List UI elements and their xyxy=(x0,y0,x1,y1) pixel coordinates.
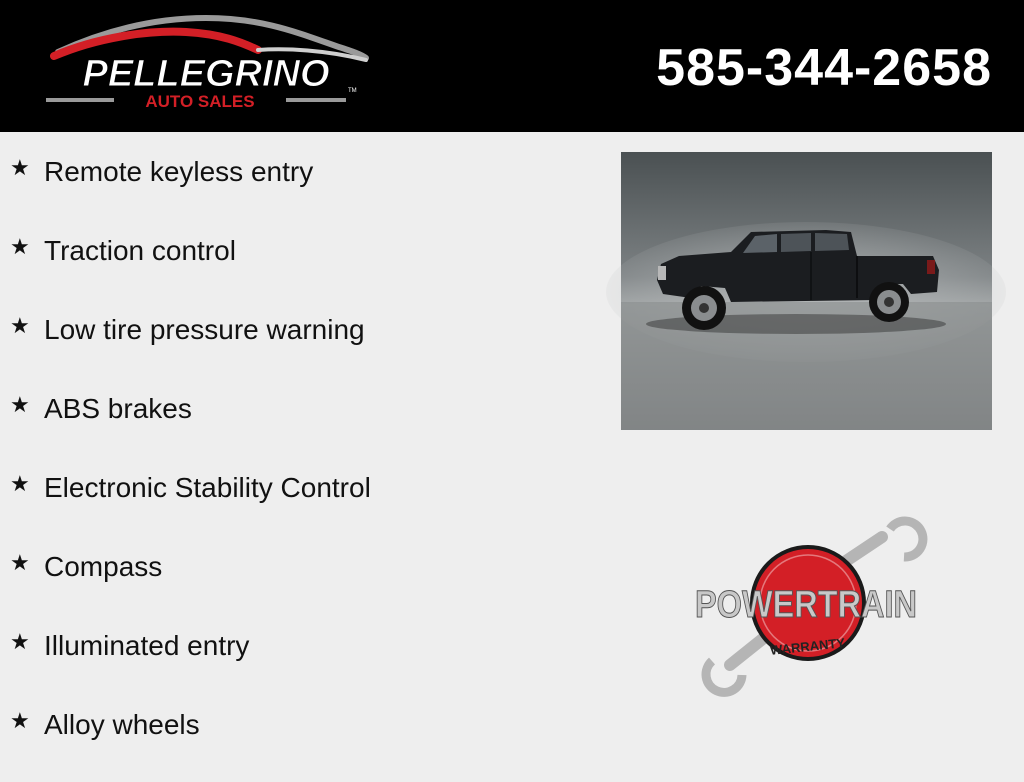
badge-sub: WARRANTY xyxy=(769,635,846,658)
feature-item xyxy=(10,387,590,466)
feature-item xyxy=(10,703,590,782)
feature-item xyxy=(10,150,590,229)
star-icon: ★ xyxy=(10,550,30,575)
feature-label: Traction control xyxy=(44,235,236,266)
logo-tm: TM xyxy=(348,88,357,94)
star-icon: ★ xyxy=(10,392,30,417)
feature-label: ABS brakes xyxy=(44,393,192,424)
logo-sub-text: AUTO SALES xyxy=(145,92,255,111)
star-icon: ★ xyxy=(10,708,30,733)
feature-label: Electronic Stability Control xyxy=(44,472,371,503)
feature-item xyxy=(10,624,590,703)
feature-item xyxy=(10,229,590,308)
header-bar xyxy=(0,0,1024,132)
feature-label: Remote keyless entry xyxy=(44,156,314,187)
logo-brand-text: PELLEGRINO xyxy=(82,53,330,95)
star-icon: ★ xyxy=(10,234,30,259)
vehicle-photo xyxy=(621,152,992,430)
star-icon: ★ xyxy=(10,471,30,496)
pellegrino-logo xyxy=(36,8,376,124)
feature-label: Low tire pressure warning xyxy=(44,314,365,345)
star-icon: ★ xyxy=(10,155,30,180)
star-icon: ★ xyxy=(10,313,30,338)
star-icon: ★ xyxy=(10,629,30,654)
feature-label: Alloy wheels xyxy=(44,709,200,740)
feature-label: Compass xyxy=(44,551,163,582)
feature-item xyxy=(10,308,590,387)
feature-list xyxy=(10,150,590,782)
badge-title: POWERTRAIN xyxy=(695,584,917,626)
powertrain-warranty-badge xyxy=(690,525,922,675)
phone-number: 585-344-2658 xyxy=(656,39,992,97)
feature-label: Illuminated entry xyxy=(44,630,250,661)
feature-item xyxy=(10,466,590,545)
feature-item xyxy=(10,545,590,624)
